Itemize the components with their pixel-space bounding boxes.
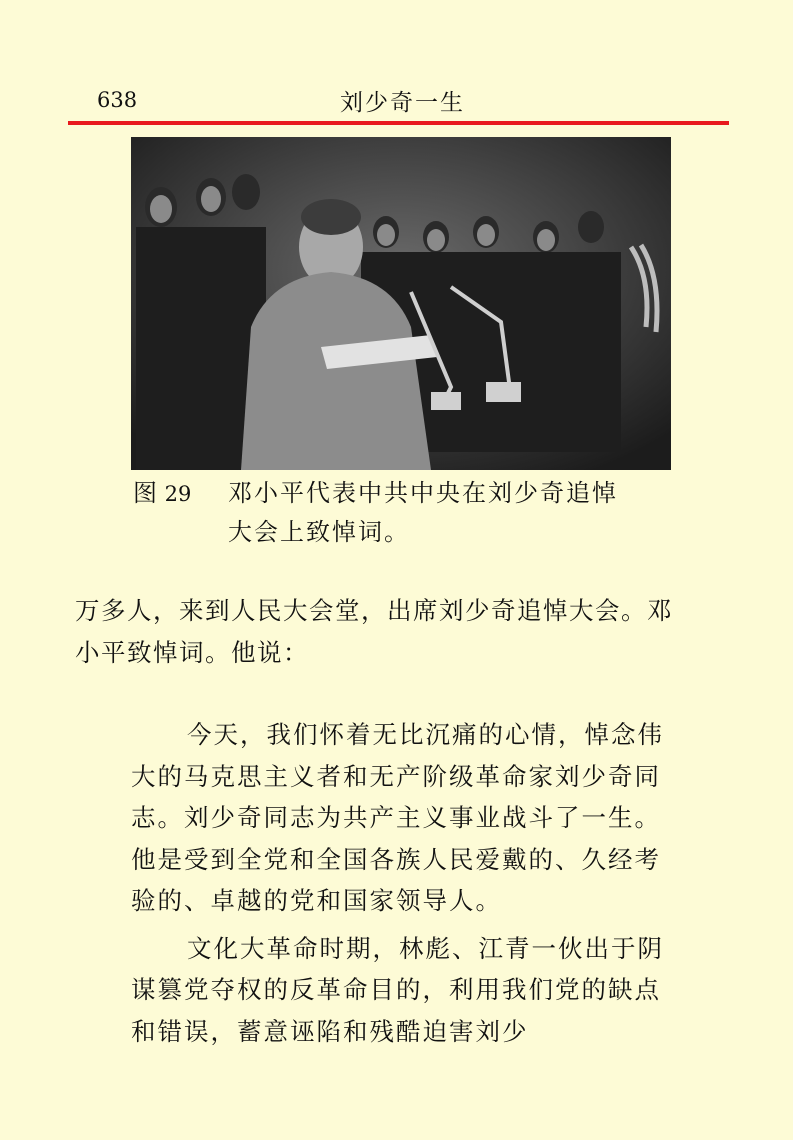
page-number: 638 — [97, 88, 138, 112]
running-title: 刘少奇一生 — [340, 90, 465, 116]
caption-line-1: 邓小平代表中共中央在刘少奇追悼 — [228, 479, 618, 507]
body-text — [75, 590, 735, 674]
caption-line-2: 大会上致悼词。 — [228, 518, 410, 546]
photograph — [131, 137, 671, 470]
figure-caption — [133, 474, 618, 551]
body-line-1: 万多人，来到人民大会堂，出席刘少奇追悼大会。邓 — [75, 596, 673, 625]
body-line-2: 小平致悼词。他说： — [75, 638, 309, 667]
quote-paragraph-2: 文化大革命时期，林彪、江青一伙出于阴谋篡党夺权的反革命目的，利用我们党的缺点和错误，蓄意诬陷和残酷迫害刘少 — [131, 933, 664, 1046]
quote-paragraph-1: 今天，我们怀着无比沉痛的心情，悼念伟大的马克思主义者和无产阶级革命家刘少奇同志。刘少奇同志为共产主义事业战斗了一生。他是受到全党和全国各族人民爱戴的、久经考验的、卓越的党和国家领导人。 — [131, 720, 664, 915]
header-rule — [68, 121, 729, 125]
quoted-eulogy — [131, 714, 676, 1052]
figure-label: 图 29 — [133, 479, 192, 507]
